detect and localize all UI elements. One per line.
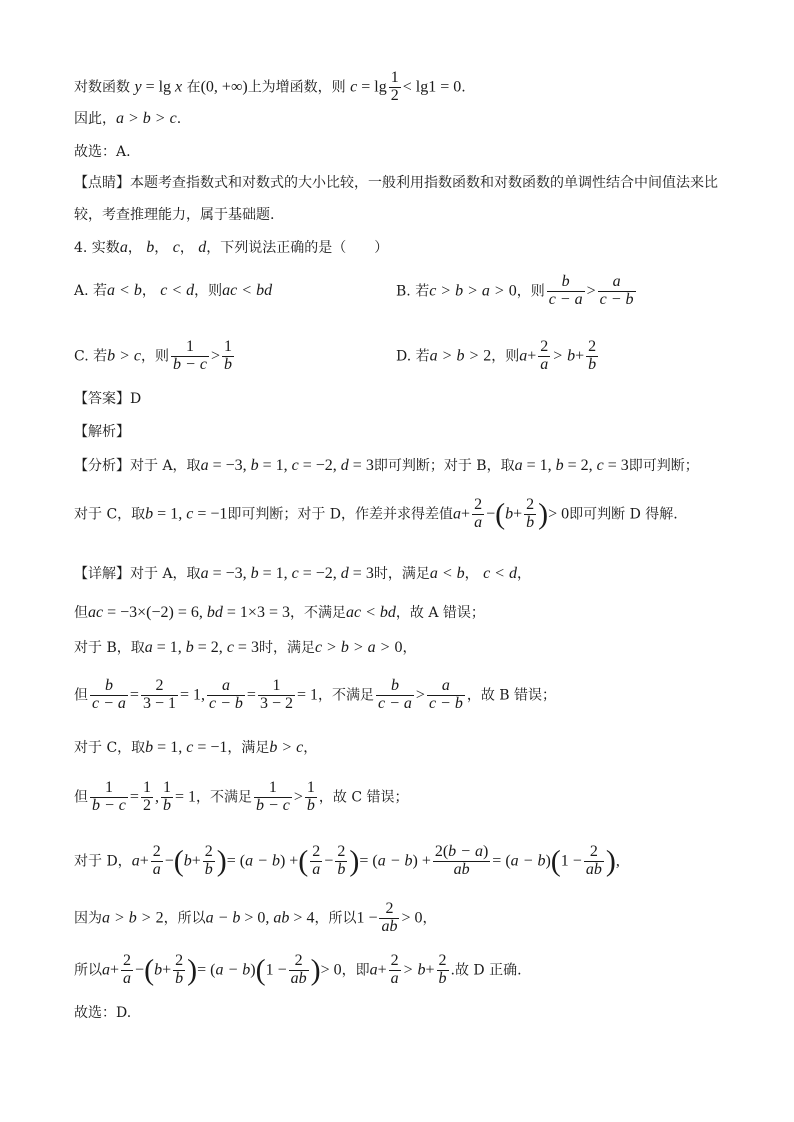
line-choose-a: 故选：A. [74, 144, 131, 160]
xiangjie-line-2: 但ac = −3×(−2) = 6, bd = 1×3 = 3，不满足ac < bd，故 A 错误； [74, 604, 485, 621]
analysis-label: 【解析】 [74, 424, 130, 440]
xiangjie-line-4: 但 $\frac{b}{c - a}$ = $\frac{2}{3 - 1}$ = 1, $\frac{a}{c - b}$ = $\frac{1}{3 - 2}$ = 1，不满足 $\frac{b}{c - a}$ > $\frac{a}{c - b}$ ，故 B 错误； [74, 677, 557, 712]
option-c: C. 若b > c，则 $\frac{1}{b - c}$ > $\frac{1}{b}$ [74, 338, 232, 373]
xiangjie-line-7: 对于 D，a+ $\frac{2}{a}$ −(b+ $\frac{2}{b}$ )= (a − b) +( $\frac{2}{a}$ − $\frac{2}{b}$ )= (a − b) + $\frac{2(b - a)}{ab}$ = (a − b)(1 − $\frac{2}{ab}$ ), [74, 843, 620, 878]
xiangjie-line-5: 对于 C，取b = 1, c = −1，满足b > c， [74, 739, 318, 756]
line-dianjing-1: 【点睛】本题考查指数式和对数式的大小比较，一般利用指数函数和对数函数的单调性结合中间值法来比 [74, 175, 718, 191]
math-y-lg-x: y [134, 78, 142, 96]
frac-1-2: $\frac{1}{2}$ [390, 69, 399, 104]
option-d: D. 若a > b > 2，则a+ $\frac{2}{a}$ > b+ $\frac{2}{b}$ [396, 338, 597, 373]
math-interval: (0, +∞) [200, 78, 248, 96]
xiangjie-line-8: 因为a > b > 2，所以a − b > 0, ab > 4，所以1 − $\frac{2}{ab}$ > 0， [74, 900, 437, 935]
option-a: A. 若a < b， c < d，则ac < bd [74, 282, 273, 299]
question-4-stem: 4. 实数a， b， c， d，下列说法正确的是（ ） [74, 239, 389, 256]
answer-label: 【答案】D [74, 391, 142, 407]
line-therefore: 因此，a > b > c. [74, 110, 182, 127]
math-a-gt-b-gt-c: a > b > c [116, 110, 177, 127]
final-choose-d: 故选：D. [74, 1005, 132, 1021]
xiangjie-line-9: 所以a+ $\frac{2}{a}$ −(b+ $\frac{2}{b}$ )= (a − b)(1 − $\frac{2}{ab}$ )> 0，即a+ $\frac{2}{a}$ > b+ $\frac{2}{b}$ .故 D 正确. [74, 952, 522, 987]
line-dianjing-2: 较，考查推理能力，属于基础题. [74, 207, 275, 223]
xiangjie-line-1: 【详解】对于 A，取a = −3, b = 1, c = −2, d = 3时，满足a < b， c < d， [74, 565, 531, 582]
xiangjie-line-6: 但 $\frac{1}{b - c}$ = $\frac{1}{2}$ , $\frac{1}{b}$ = 1，不满足 $\frac{1}{b - c}$ > $\frac{1}{b}$ ，故 C 错误； [74, 779, 409, 814]
fenxi-line-1: 【分析】对于 A，取a = −3, b = 1, c = −2, d = 3即可判断；对于 B，取a = 1, b = 2, c = 3即可判断； [74, 457, 699, 474]
xiangjie-line-3: 对于 B，取a = 1, b = 2, c = 3时，满足c > b > a > 0， [74, 639, 417, 656]
option-b: B. 若c > b > a > 0，则 $\frac{b}{c - a}$ > $\frac{a}{c - b}$ [396, 273, 634, 308]
fenxi-line-2: 对于 C，取b = 1, c = −1即可判断；对于 D，作差并求得差值a+ $\frac{2}{a}$ −(b+ $\frac{2}{b}$ )> 0即可判断 D 得解. [74, 496, 678, 531]
line-log-monotonic: 对数函数 y = lg x 在(0, +∞)上为增函数，则 c = lg $\frac{1}{2}$ < lg1 = 0. [74, 69, 466, 104]
